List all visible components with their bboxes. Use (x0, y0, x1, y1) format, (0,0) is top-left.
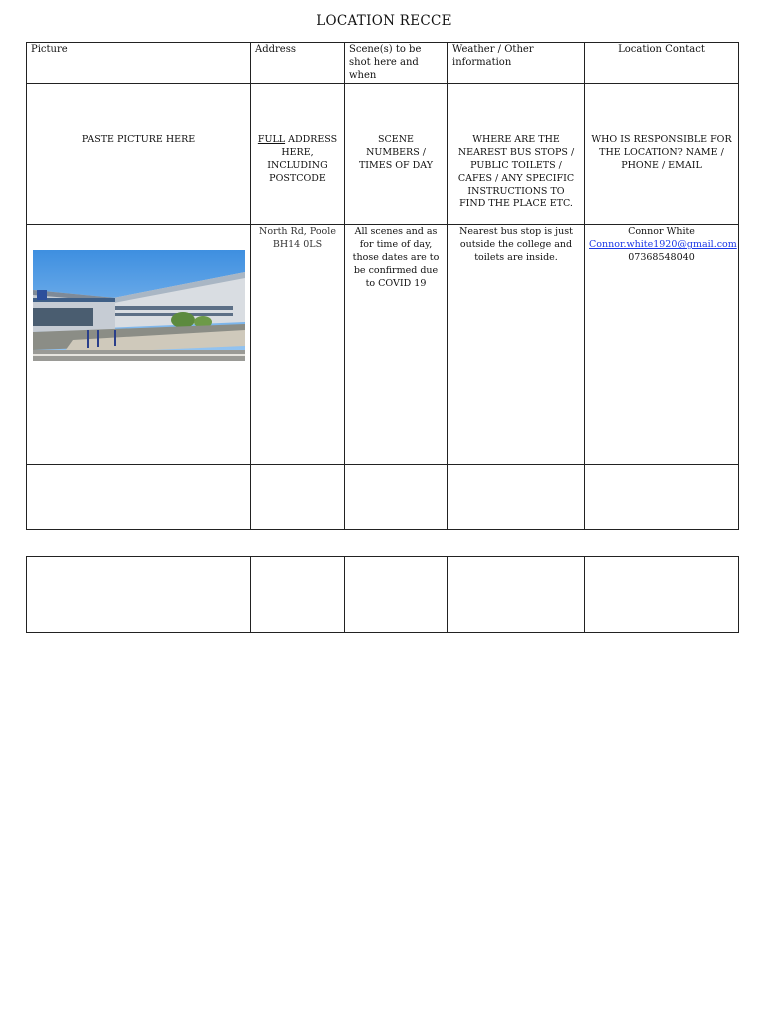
header-weather: Weather / Other information (448, 43, 585, 84)
recce-table-continued (26, 556, 739, 633)
entry-scenes: All scenes and as for time of day, those dates are to be confirmed due to COVID 19 (352, 226, 440, 289)
contact-phone: 07368548040 (628, 251, 695, 263)
header-address: Address (251, 43, 345, 84)
empty-row (27, 557, 739, 633)
entry-contact (585, 225, 738, 264)
recce-table (26, 42, 739, 530)
page-title: LOCATION RECCE (316, 13, 452, 29)
location-photo (33, 250, 245, 361)
instruction-scenes: SCENE NUMBERS / TIMES OF DAY (358, 134, 434, 171)
header-scenes: Scene(s) to be shot here and when (345, 43, 448, 84)
instruction-contact: WHO IS RESPONSIBLE FOR THE LOCATION? NAME / PHONE / EMAIL (591, 134, 732, 171)
entry-address: North Rd, Poole BH14 0LS (259, 226, 336, 251)
header-picture: Picture (27, 43, 251, 84)
contact-name: Connor White (628, 226, 695, 238)
entry-weather: Nearest bus stop is just outside the college and toilets are inside. (459, 226, 573, 263)
header-contact: Location Contact (585, 43, 739, 84)
instruction-address: FULL ADDRESS HERE, INCLUDING POSTCODE (257, 134, 338, 184)
header-row (27, 43, 739, 84)
contact-email-link[interactable]: Connor.white1920@gmail.com (589, 239, 737, 251)
location-entry-row (27, 225, 739, 465)
instruction-row (27, 84, 739, 225)
empty-row (27, 465, 739, 530)
instruction-weather: WHERE ARE THE NEAREST BUS STOPS / PUBLIC TOILETS / CAFES / ANY SPECIFIC INSTRUCTIONS TO FIND THE PLACE ETC. (457, 134, 575, 210)
instruction-picture: PASTE PICTURE HERE (81, 134, 196, 146)
